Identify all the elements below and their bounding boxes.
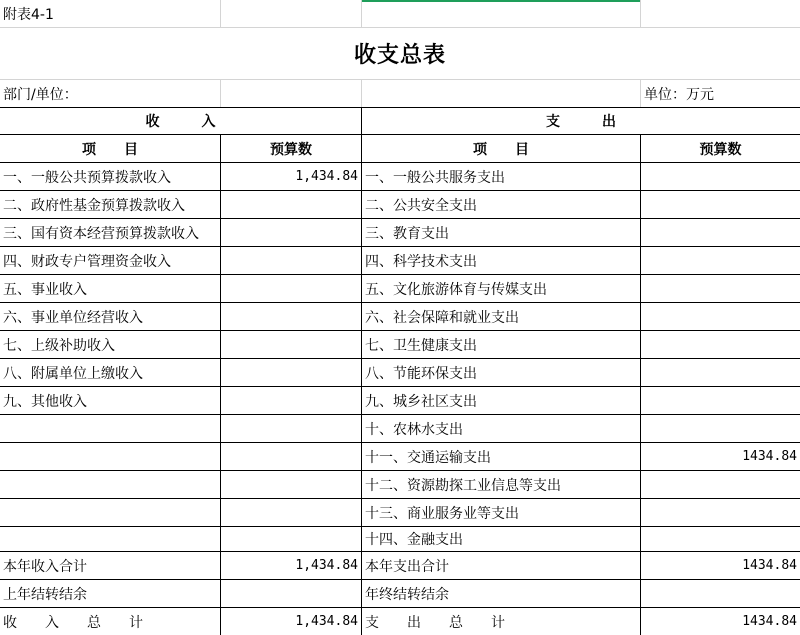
expense-value[interactable] [641, 415, 800, 443]
expense-item[interactable]: 十一、交通运输支出 [362, 443, 641, 471]
expense-header[interactable]: 支 出 [362, 107, 800, 135]
income-item[interactable]: 六、事业单位经营收入 [0, 303, 221, 331]
column-header-row [0, 135, 800, 163]
expense-value[interactable] [641, 219, 800, 247]
table-row [0, 331, 800, 359]
expense-grand-total-label[interactable]: 支 出 总 计 [362, 608, 641, 635]
table-row [0, 359, 800, 387]
income-item[interactable]: 七、上级补助收入 [0, 331, 221, 359]
expense-item[interactable]: 五、文化旅游体育与传媒支出 [362, 275, 641, 303]
empty-cell[interactable] [362, 0, 641, 28]
carryover-row [0, 580, 800, 608]
income-grand-total-label[interactable]: 收 入 总 计 [0, 608, 221, 635]
page-title[interactable]: 收支总表 [0, 28, 800, 80]
expense-item[interactable]: 六、社会保障和就业支出 [362, 303, 641, 331]
income-item[interactable] [0, 499, 221, 527]
income-grand-total-value[interactable]: 1,434.84 [221, 608, 362, 635]
income-item[interactable]: 三、国有资本经营预算拨款收入 [0, 219, 221, 247]
income-value[interactable] [221, 191, 362, 219]
year-end-carryover-value[interactable] [641, 580, 800, 608]
income-item[interactable]: 八、附属单位上缴收入 [0, 359, 221, 387]
income-item[interactable] [0, 471, 221, 499]
income-item-header[interactable]: 项 目 [0, 135, 221, 163]
income-header[interactable]: 收 入 [0, 107, 362, 135]
expense-item[interactable]: 八、节能环保支出 [362, 359, 641, 387]
income-value[interactable] [221, 443, 362, 471]
expense-total-value[interactable]: 1434.84 [641, 552, 800, 580]
table-row [0, 163, 800, 191]
expense-item[interactable]: 十三、商业服务业等支出 [362, 499, 641, 527]
table-row [0, 247, 800, 275]
income-item[interactable]: 四、财政专户管理资金收入 [0, 247, 221, 275]
expense-total-label[interactable]: 本年支出合计 [362, 552, 641, 580]
expense-value[interactable] [641, 191, 800, 219]
income-value[interactable] [221, 219, 362, 247]
income-value[interactable] [221, 275, 362, 303]
expense-value[interactable] [641, 527, 800, 552]
expense-item[interactable]: 七、卫生健康支出 [362, 331, 641, 359]
expense-value[interactable] [641, 303, 800, 331]
table-row [0, 443, 800, 471]
income-item[interactable] [0, 443, 221, 471]
grand-total-row [0, 608, 800, 635]
income-value[interactable] [221, 471, 362, 499]
expense-item[interactable]: 二、公共安全支出 [362, 191, 641, 219]
expense-value[interactable] [641, 163, 800, 191]
income-item[interactable] [0, 415, 221, 443]
year-end-carryover-label[interactable]: 年终结转结余 [362, 580, 641, 608]
income-item[interactable]: 五、事业收入 [0, 275, 221, 303]
income-value[interactable] [221, 415, 362, 443]
income-value[interactable]: 1,434.84 [221, 163, 362, 191]
expense-budget-header[interactable]: 预算数 [641, 135, 800, 163]
expense-value[interactable] [641, 387, 800, 415]
expense-item[interactable]: 十二、资源勘探工业信息等支出 [362, 471, 641, 499]
prior-year-carryover-label[interactable]: 上年结转结余 [0, 580, 221, 608]
table-row [0, 303, 800, 331]
title-row [0, 28, 800, 80]
expense-value[interactable] [641, 471, 800, 499]
expense-item-header[interactable]: 项 目 [362, 135, 641, 163]
expense-item[interactable]: 十四、金融支出 [362, 527, 641, 552]
income-total-label[interactable]: 本年收入合计 [0, 552, 221, 580]
table-row [0, 387, 800, 415]
income-value[interactable] [221, 527, 362, 552]
income-item[interactable]: 二、政府性基金预算拨款收入 [0, 191, 221, 219]
empty-cell[interactable] [221, 80, 362, 107]
expense-item[interactable]: 一、一般公共服务支出 [362, 163, 641, 191]
table-row [0, 527, 800, 552]
table-number[interactable]: 附表4-1 [0, 0, 221, 28]
expense-grand-total-value[interactable]: 1434.84 [742, 614, 797, 629]
table-row [0, 219, 800, 247]
income-item[interactable] [0, 527, 221, 552]
table-number-row [0, 0, 800, 28]
income-item[interactable]: 九、其他收入 [0, 387, 221, 415]
section-header-row [0, 107, 800, 135]
table-row [0, 471, 800, 499]
unit-label[interactable]: 单位：万元 [644, 86, 714, 103]
expense-value[interactable] [641, 359, 800, 387]
income-value[interactable] [221, 303, 362, 331]
income-value[interactable] [221, 359, 362, 387]
income-item[interactable]: 一、一般公共预算拨款收入 [0, 163, 221, 191]
expense-value[interactable] [641, 499, 800, 527]
expense-value[interactable]: 1434.84 [641, 443, 800, 471]
empty-cell[interactable] [221, 0, 362, 28]
dept-unit-row [0, 80, 800, 107]
expense-value[interactable] [641, 247, 800, 275]
table-row [0, 275, 800, 303]
income-total-value[interactable]: 1,434.84 [221, 552, 362, 580]
income-value[interactable] [221, 331, 362, 359]
expense-value[interactable] [641, 331, 800, 359]
income-value[interactable] [221, 499, 362, 527]
income-value[interactable] [221, 247, 362, 275]
expense-item[interactable]: 十、农林水支出 [362, 415, 641, 443]
department-label[interactable]: 部门/单位： [0, 80, 221, 107]
income-budget-header[interactable]: 预算数 [221, 135, 362, 163]
prior-year-carryover-value[interactable] [221, 580, 362, 608]
empty-cell[interactable] [641, 0, 800, 28]
expense-item[interactable]: 九、城乡社区支出 [362, 387, 641, 415]
total-row [0, 552, 800, 580]
empty-cell[interactable] [362, 80, 641, 107]
income-value[interactable] [221, 387, 362, 415]
table-row [0, 415, 800, 443]
expense-item[interactable]: 三、教育支出 [362, 219, 641, 247]
table-row [0, 191, 800, 219]
expense-item[interactable]: 四、科学技术支出 [362, 247, 641, 275]
expense-value[interactable] [641, 275, 800, 303]
table-row [0, 499, 800, 527]
